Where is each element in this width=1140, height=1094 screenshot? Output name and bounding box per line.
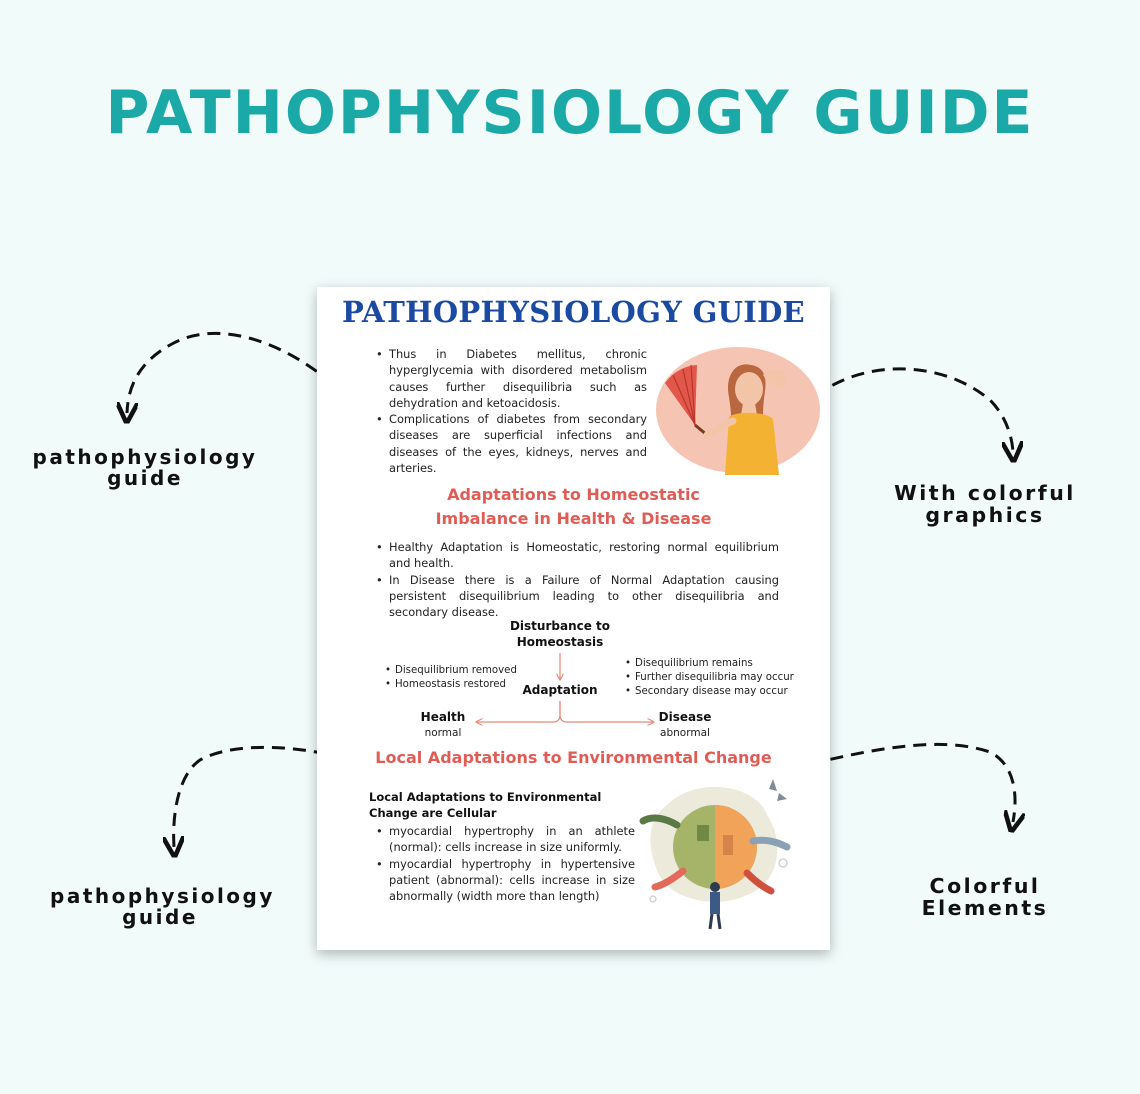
callout-bottom-left [50, 884, 275, 929]
earth-hands-illustration [637, 775, 797, 935]
list-item: • myocardial hypertrophy in hypertensive patient (abnormal): cells increase in size abnormally (width more than length) [389, 856, 635, 905]
banner-title: PATHOPHYSIOLOGY GUIDE [105, 78, 1035, 148]
callout-line: guide [107, 466, 183, 490]
document-title: PATHOPHYSIOLOGY GUIDE [342, 295, 805, 329]
heading-line: Imbalance in Health & Disease [435, 509, 712, 528]
section2-heading: Local Adaptations to Environmental Change [375, 748, 772, 767]
flow-center-node: Adaptation [522, 683, 598, 697]
callout-line: pathophysiology [32, 445, 258, 469]
list-item: • Disequilibrium removed [395, 664, 517, 678]
callout-line: With colorful [894, 481, 1076, 505]
arrow-bottom-right [810, 744, 1015, 822]
section2-content [369, 789, 635, 904]
flow-disease-node [650, 709, 720, 741]
callout-line: Colorful [929, 874, 1041, 898]
list-item: • Healthy Adaptation is Homeostatic, restoring normal equilibrium and health. [389, 539, 779, 572]
list-item: • Disequilibrium remains [635, 657, 794, 671]
flow-line: Homeostasis [516, 635, 604, 649]
document-page [317, 287, 830, 950]
callout-top-right [880, 482, 1090, 526]
list-item: • Homeostasis restored [395, 678, 517, 692]
list-item: • myocardial hypertrophy in an athlete (normal): cells increase in size uniformly. [389, 823, 635, 856]
callout-bottom-right [905, 875, 1065, 919]
flow-line: Disturbance to [509, 619, 611, 633]
list-item: • In Disease there is a Failure of Normal Adaptation causing persistent disequilibrium leading to other disequilibria and secondary disease. [389, 572, 779, 621]
flow-disease-sub: abnormal [660, 727, 710, 739]
list-item: • Secondary disease may occur [635, 685, 794, 699]
flow-health-sub: normal [424, 727, 462, 739]
list-item: • Complications of diabetes from secondary diseases are superficial infections and diseases of the eyes, kidneys, nerves and arteries. [389, 411, 647, 476]
callout-line: pathophysiology [50, 884, 275, 908]
callout-line: Elements [921, 896, 1049, 920]
arrow-top-right [815, 369, 1013, 452]
flow-disease-label: Disease [658, 710, 712, 724]
flow-health-node [413, 709, 473, 741]
flow-health-label: Health [420, 710, 466, 724]
callout-line: guide [122, 905, 198, 929]
list-item: • Further disequilibria may occur [635, 671, 794, 685]
heading-line: Adaptations to Homeostatic [447, 485, 700, 504]
callout-top-left [30, 447, 260, 489]
callout-line: graphics [925, 503, 1045, 527]
section2-subheading: Local Adaptations to Environmental Change are Cellular [369, 790, 602, 820]
flow-connectors [317, 287, 830, 747]
list-item: • Thus in Diabetes mellitus, chronic hyperglycemia with disordered metabolism causes further disequilibria such as dehydration and ketoacidosis. [389, 346, 647, 411]
